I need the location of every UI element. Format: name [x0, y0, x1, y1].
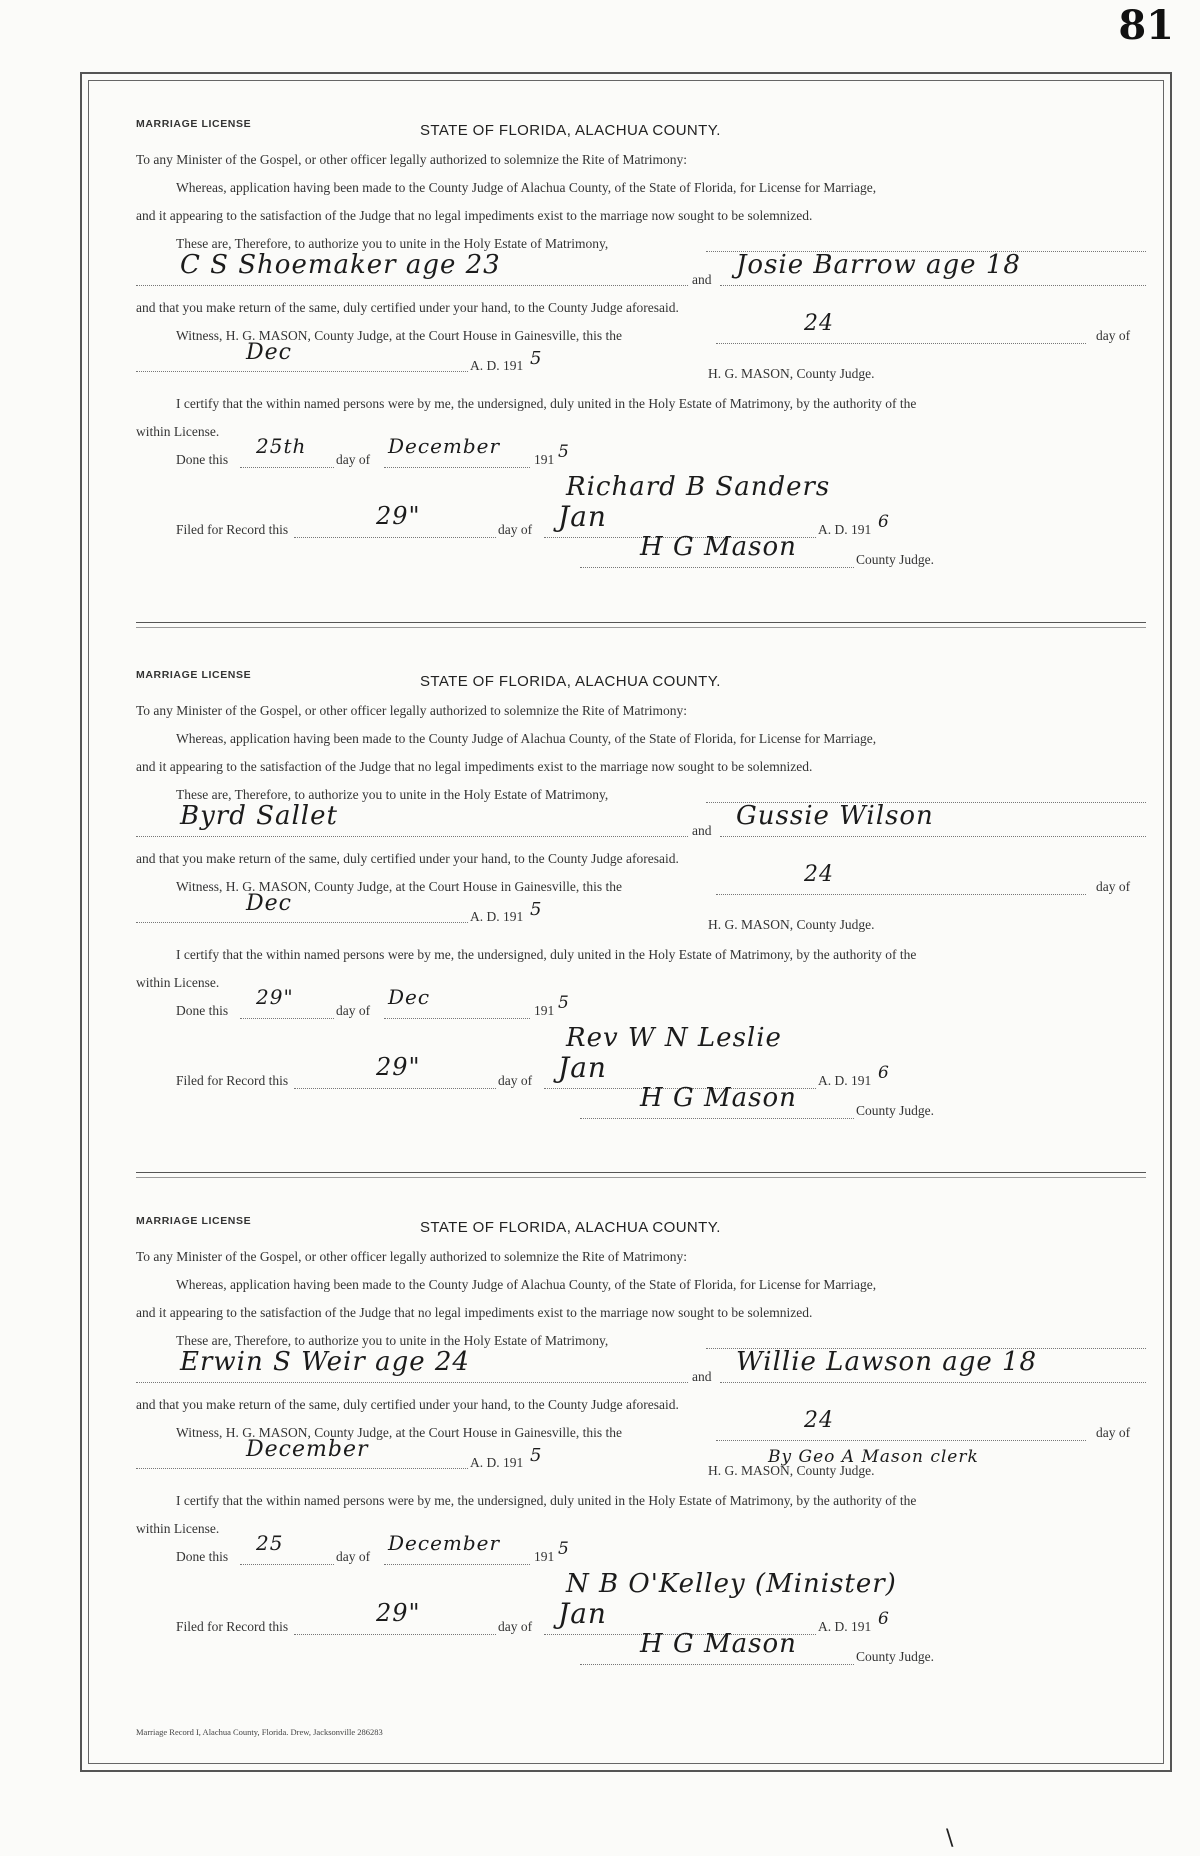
done-label: Done this [176, 1549, 229, 1564]
judge-by-signature: By Geo A Mason clerk [768, 1447, 979, 1467]
officiant-signature: N B O'Kelley (Minister) [566, 1569, 897, 1599]
within-license-line: within License. [136, 424, 220, 439]
done-month: December [388, 1531, 501, 1555]
therefore-line: These are, Therefore, to authorize you to unite in the Holy Estate of Matrimony, [176, 787, 609, 802]
address-line: To any Minister of the Gospel, or other officer legally authorized to solemnize the Rite of Matrimony: [136, 703, 688, 718]
witness-day: 24 [804, 1408, 834, 1433]
done-month-dots [384, 1564, 530, 1565]
and-word: and [692, 272, 712, 287]
bride-name: Gussie Wilson [736, 801, 934, 831]
license-heading: STATE OF FLORIDA, ALACHUA COUNTY. [420, 673, 721, 690]
corner-mark: \ [946, 1826, 954, 1851]
done-year: 5 [558, 1539, 570, 1559]
license-separator [136, 622, 1146, 628]
done-label: Done this [176, 452, 229, 467]
address-line: To any Minister of the Gospel, or other officer legally authorized to solemnize the Rite of Matrimony: [136, 152, 688, 167]
witness-line: Witness, H. G. MASON, County Judge, at the Court House in Gainesville, this the [176, 879, 623, 894]
license-separator [136, 1172, 1146, 1178]
done-month: December [388, 434, 501, 458]
page-number: 81 [1118, 2, 1174, 49]
clerk-dots [580, 567, 854, 568]
filed-day: 29" [376, 502, 421, 530]
county-judge-label: County Judge. [856, 552, 935, 567]
done-day-of: day of [336, 1003, 371, 1018]
done-day: 25th [256, 434, 307, 458]
appearing-line: and it appearing to the satisfaction of the Judge that no legal impediments exist to the marriage now sought to be solemnized. [136, 759, 813, 774]
witness-month: Dec [246, 891, 292, 916]
clerk-dots [580, 1118, 854, 1119]
filed-day-dots [294, 537, 496, 538]
filed-month: Jan [558, 1051, 607, 1084]
ad-label: A. D. 191 [470, 358, 524, 373]
done-month-dots [384, 1018, 530, 1019]
judge-signature-block: H. G. MASON, County Judge. [708, 917, 875, 932]
whereas-line: Whereas, application having been made to the County Judge of Alachua County, of the State of Florida, for License for Marriage, [176, 731, 877, 746]
filed-day-of: day of [498, 1073, 533, 1088]
bride-dots [720, 1382, 1146, 1383]
witness-day-dots [716, 343, 1086, 344]
officiant-signature: Richard B Sanders [566, 472, 831, 502]
day-of-label: day of [1096, 1425, 1131, 1440]
filed-day: 29" [376, 1053, 421, 1081]
filed-ad-label: A. D. 191 [818, 1073, 872, 1088]
witness-month-dots [136, 922, 468, 923]
groom-name: C S Shoemaker age 23 [180, 250, 501, 280]
therefore-line: These are, Therefore, to authorize you to unite in the Holy Estate of Matrimony, [176, 236, 609, 251]
witness-line: Witness, H. G. MASON, County Judge, at the Court House in Gainesville, this the [176, 1425, 623, 1440]
filed-month: Jan [558, 500, 607, 533]
clerk-signature: H G Mason [640, 532, 797, 562]
filed-day-of: day of [498, 522, 533, 537]
therefore-line: These are, Therefore, to authorize you to unite in the Holy Estate of Matrimony, [176, 1333, 609, 1348]
groom-name: Byrd Sallet [180, 801, 338, 831]
done-day: 29" [256, 985, 294, 1009]
bride-dots [720, 285, 1146, 286]
filed-ad-label: A. D. 191 [818, 522, 872, 537]
license-tag: MARRIAGE LICENSE [136, 669, 252, 681]
done-year: 5 [558, 993, 570, 1013]
judge-signature-block: H. G. MASON, County Judge. [708, 1463, 875, 1478]
filed-ad-label: A. D. 191 [818, 1619, 872, 1634]
marriage-license-2 [88, 655, 1164, 1195]
done-year-label: 191 [534, 452, 555, 467]
done-day-dots [240, 1564, 334, 1565]
done-day: 25 [256, 1531, 284, 1555]
witness-month-dots [136, 1468, 468, 1469]
and-word: and [692, 1369, 712, 1384]
clerk-dots [580, 1664, 854, 1665]
witness-day-dots [716, 894, 1086, 895]
marriage-license-1 [88, 104, 1164, 644]
whereas-line: Whereas, application having been made to the County Judge of Alachua County, of the State of Florida, for License for Marriage, [176, 180, 877, 195]
certify-line: I certify that the within named persons were by me, the undersigned, duly united in the Holy Estate of Matrimony, by the authority of the [176, 396, 917, 411]
filed-day-of: day of [498, 1619, 533, 1634]
whereas-line: Whereas, application having been made to the County Judge of Alachua County, of the State of Florida, for License for Marriage, [176, 1277, 877, 1292]
filed-day: 29" [376, 1599, 421, 1627]
within-license-line: within License. [136, 975, 220, 990]
county-judge-label: County Judge. [856, 1103, 935, 1118]
done-year-label: 191 [534, 1003, 555, 1018]
license-tag: MARRIAGE LICENSE [136, 1215, 252, 1227]
return-line: and that you make return of the same, duly certified under your hand, to the County Judge aforesaid. [136, 1397, 679, 1412]
witness-day: 24 [804, 862, 834, 887]
done-day-of: day of [336, 452, 371, 467]
done-year-label: 191 [534, 1549, 555, 1564]
done-day-dots [240, 467, 334, 468]
filed-label: Filed for Record this [176, 1619, 289, 1634]
filed-label: Filed for Record this [176, 1073, 289, 1088]
groom-name: Erwin S Weir age 24 [180, 1347, 470, 1377]
witness-day-dots [716, 1440, 1086, 1441]
clerk-signature: H G Mason [640, 1629, 797, 1659]
bride-name: Josie Barrow age 18 [736, 250, 1021, 280]
done-day-of: day of [336, 1549, 371, 1564]
witness-month: Dec [246, 340, 292, 365]
ad-year: 5 [530, 899, 543, 920]
address-line: To any Minister of the Gospel, or other officer legally authorized to solemnize the Rite of Matrimony: [136, 1249, 688, 1264]
county-judge-label: County Judge. [856, 1649, 935, 1664]
certify-line: I certify that the within named persons were by me, the undersigned, duly united in the Holy Estate of Matrimony, by the authority of the [176, 1493, 917, 1508]
ad-year: 5 [530, 348, 543, 369]
return-line: and that you make return of the same, duly certified under your hand, to the County Judge aforesaid. [136, 300, 679, 315]
filed-year: 6 [878, 512, 890, 532]
done-month-dots [384, 467, 530, 468]
officiant-signature: Rev W N Leslie [566, 1023, 782, 1053]
done-day-dots [240, 1018, 334, 1019]
done-month: Dec [388, 985, 431, 1009]
marriage-license-3 [88, 1201, 1164, 1741]
filed-label: Filed for Record this [176, 522, 289, 537]
ad-label: A. D. 191 [470, 909, 524, 924]
clerk-signature: H G Mason [640, 1083, 797, 1113]
day-of-label: day of [1096, 879, 1131, 894]
and-word: and [692, 823, 712, 838]
appearing-line: and it appearing to the satisfaction of the Judge that no legal impediments exist to the marriage now sought to be solemnized. [136, 208, 813, 223]
filed-day-dots [294, 1634, 496, 1635]
license-heading: STATE OF FLORIDA, ALACHUA COUNTY. [420, 1219, 721, 1236]
done-year: 5 [558, 442, 570, 462]
witness-line: Witness, H. G. MASON, County Judge, at the Court House in Gainesville, this the [176, 328, 623, 343]
ad-label: A. D. 191 [470, 1455, 524, 1470]
filed-month: Jan [558, 1597, 607, 1630]
bride-dots [720, 836, 1146, 837]
footer-imprint: Marriage Record I, Alachua County, Florida. Drew, Jacksonville 286283 [136, 1727, 383, 1737]
witness-month-dots [136, 371, 468, 372]
appearing-line: and it appearing to the satisfaction of the Judge that no legal impediments exist to the marriage now sought to be solemnized. [136, 1305, 813, 1320]
witness-day: 24 [804, 311, 834, 336]
ad-year: 5 [530, 1445, 543, 1466]
witness-month: December [246, 1437, 369, 1462]
return-line: and that you make return of the same, duly certified under your hand, to the County Judge aforesaid. [136, 851, 679, 866]
groom-dots [136, 1382, 688, 1383]
filed-day-dots [294, 1088, 496, 1089]
license-tag: MARRIAGE LICENSE [136, 118, 252, 130]
groom-dots [136, 836, 688, 837]
within-license-line: within License. [136, 1521, 220, 1536]
judge-signature-block: H. G. MASON, County Judge. [708, 366, 875, 381]
done-label: Done this [176, 1003, 229, 1018]
license-heading: STATE OF FLORIDA, ALACHUA COUNTY. [420, 122, 721, 139]
certify-line: I certify that the within named persons were by me, the undersigned, duly united in the Holy Estate of Matrimony, by the authority of the [176, 947, 917, 962]
filed-year: 6 [878, 1063, 890, 1083]
filed-year: 6 [878, 1609, 890, 1629]
bride-name: Willie Lawson age 18 [736, 1347, 1038, 1377]
groom-dots [136, 285, 688, 286]
day-of-label: day of [1096, 328, 1131, 343]
